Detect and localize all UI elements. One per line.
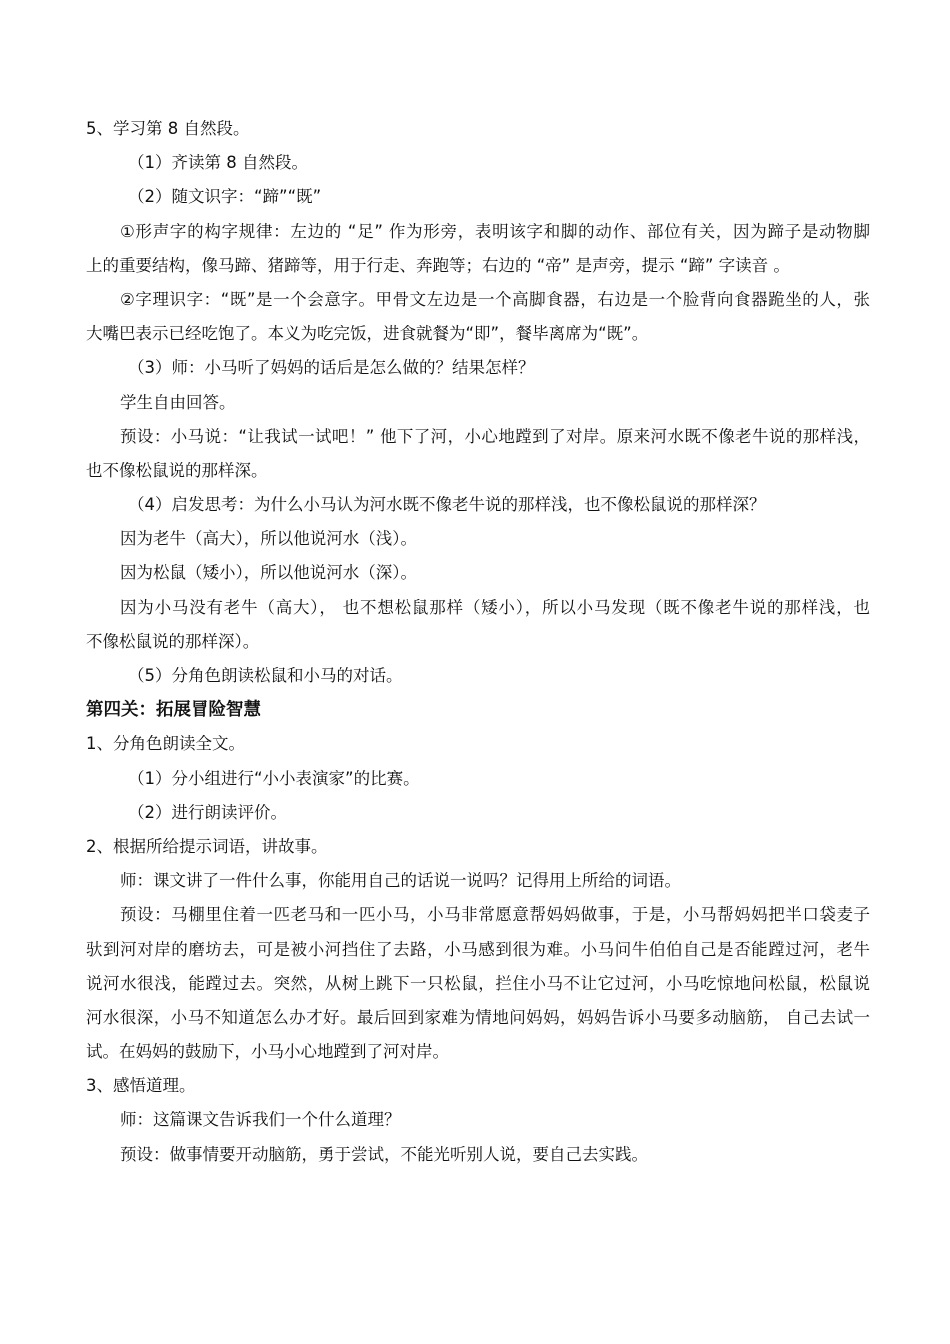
paragraph-line: 说河水很浅，能蹚过去。突然，从树上跳下一只松鼠，拦住小马不让它过河，小马吃惊地问松鼠，松鼠说	[86, 973, 870, 993]
paragraph-line: 师：课文讲了一件什么事，你能用自己的话说一说吗？记得用上所给的词语。	[120, 871, 681, 891]
sub-item-2: （2）随文识字：“蹄”“既”	[128, 187, 322, 207]
section-item-1: 1、分角色朗读全文。	[86, 734, 245, 754]
paragraph-line: 因为松鼠（矮小），所以他说河水（深）。	[120, 563, 417, 583]
paragraph-line: 不像松鼠说的那样深）。	[86, 631, 260, 651]
sub-item-4: （4）启发思考：为什么小马认为河水既不像老牛说的那样浅，也不像松鼠说的那样深？	[128, 495, 766, 515]
paragraph-line: 试。在妈妈的鼓励下，小马小心地蹚到了河对岸。	[86, 1042, 449, 1062]
section-heading: 第四关：拓展冒险智慧	[86, 700, 261, 721]
paragraph-line: 驮到河对岸的磨坊去，可是被小河挡住了去路，小马感到很为难。小马问牛伯伯自己是否能蹚过河，老牛	[86, 939, 870, 959]
paragraph-line: 大嘴巴表示已经吃饱了。本义为吃完饭，进食就餐为“即”，餐毕离席为“既”。	[86, 324, 649, 344]
paragraph-line: 预设：做事情要开动脑筋，勇于尝试，不能光听别人说，要自己去实践。	[120, 1144, 648, 1164]
paragraph-line: ①形声字的构字规律：左边的 “足” 作为形旁，表明该字和脚的动作、部位有关，因为蹄子是动物脚	[120, 221, 870, 241]
paragraph-line: 河水很深，小马不知道怎么办才好。最后回到家难为情地问妈妈，妈妈告诉小马要多动脑筋， 自己去试一	[86, 1007, 870, 1027]
sub-item-1: （1）分小组进行“小小表演家”的比赛。	[128, 768, 420, 788]
paragraph-line: 预设：马棚里住着一匹老马和一匹小马，小马非常愿意帮妈妈做事，于是，小马帮妈妈把半口袋麦子	[120, 905, 870, 925]
sub-item-2: （2）进行朗读评价。	[128, 802, 287, 822]
section-item-2: 2、根据所给提示词语，讲故事。	[86, 836, 328, 856]
sub-item-5: （5）分角色朗读松鼠和小马的对话。	[128, 666, 403, 685]
paragraph-line: 学生自由回答。	[120, 392, 236, 412]
paragraph-line: 预设：小马说：“让我试一试吧！” 他下了河，小心地蹚到了对岸。原来河水既不像老牛说的那样浅，	[120, 426, 870, 446]
section-item-3: 3、感悟道理。	[86, 1076, 196, 1096]
paragraph-line: ②字理识字：“既”是一个会意字。甲骨文左边是一个高脚食器，右边是一个脸背向食器跪坐的人，张	[120, 289, 870, 309]
paragraph-line: 上的重要结构，像马蹄、猪蹄等，用于行走、奔跑等；右边的 “帝” 是声旁，提示 “蹄” 字读音 。	[86, 255, 790, 275]
paragraph-line: 因为老牛（高大），所以他说河水（浅）。	[120, 529, 417, 549]
sub-item-1: （1）齐读第 8 自然段。	[128, 153, 308, 173]
sub-item-3: （3）师：小马听了妈妈的话后是怎么做的？结果怎样？	[128, 358, 535, 378]
section-item-5: 5、学习第 8 自然段。	[86, 119, 250, 138]
paragraph-line: 因为小马没有老牛（高大）， 也不想松鼠那样（矮小），所以小马发现（既不像老牛说的那样浅，也	[120, 597, 870, 617]
paragraph-line: 师：这篇课文告诉我们一个什么道理？	[120, 1110, 401, 1130]
paragraph-line: 也不像松鼠说的那样深。	[86, 460, 268, 480]
